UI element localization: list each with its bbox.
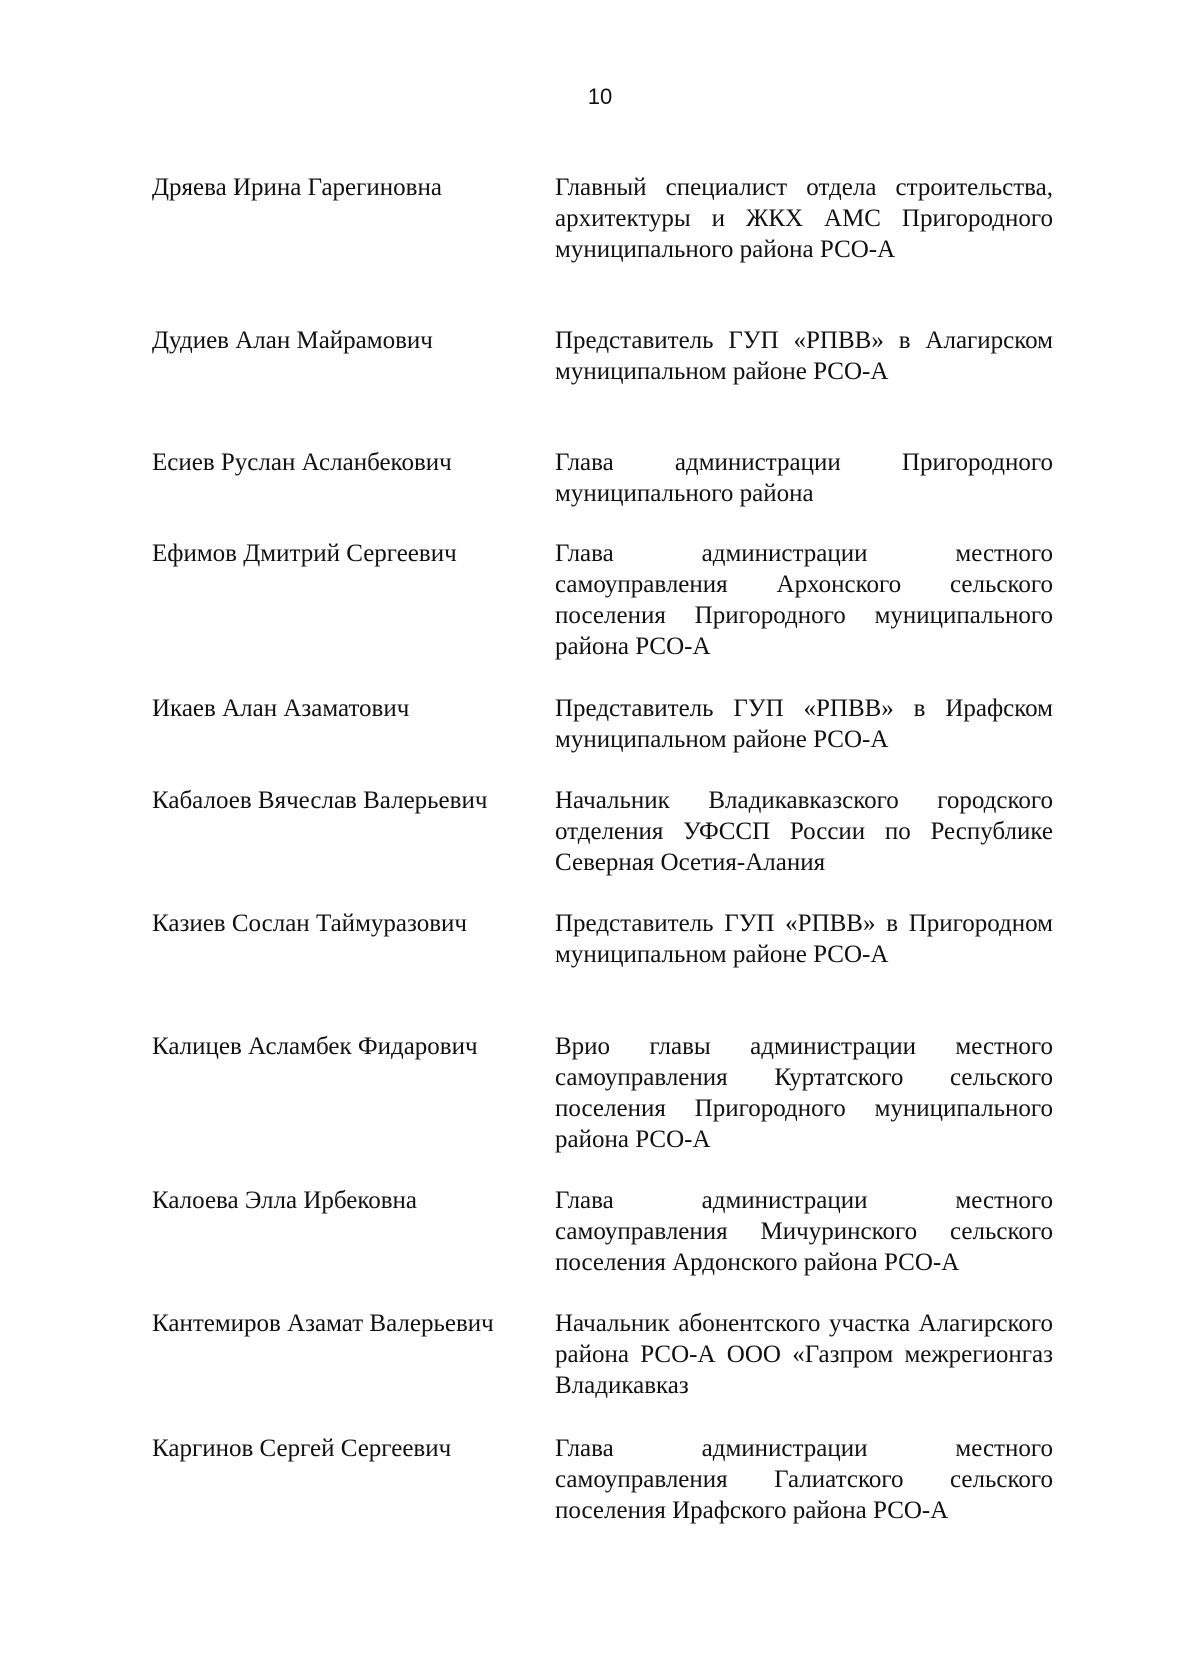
member-name: Каргинов Сергей Сергеевич [152, 1435, 452, 1462]
member-position: Представитель ГУП «РПВВ» в Ирафском муниципальном районе РСО-А [555, 695, 1053, 753]
member-position: Глава администрации Пригородного муниципального района [555, 449, 1053, 507]
page-number: 10 [587, 84, 613, 109]
member-position: Глава администрации местного самоуправления Архонского сельского поселения Пригородного муниципального района РСО-А [555, 540, 1053, 660]
member-position: Начальник абонентского участка Алагирского района РСО-А ООО «Газпром межрегионгаз Владикавказ [555, 1310, 1053, 1399]
member-position: Представитель ГУП «РПВВ» в Пригородном муниципальном районе РСО-А [555, 910, 1053, 968]
member-name: Ефимов Дмитрий Сергеевич [152, 540, 457, 567]
member-name: Икаев Алан Азаматович [152, 695, 410, 722]
member-position: Главный специалист отдела строительства, архитектуры и ЖКХ АМС Пригородного муниципального района РСО-А [555, 174, 1053, 263]
member-name: Есиев Руслан Асланбекович [152, 449, 452, 476]
member-name: Дряева Ирина Гарегиновна [152, 174, 442, 201]
member-position: Глава администрации местного самоуправления Мичуринского сельского поселения Ардонского района РСО-А [555, 1187, 1053, 1276]
member-position: Глава администрации местного самоуправления Галиатского сельского поселения Ирафского района РСО-А [555, 1435, 1053, 1524]
member-position: Начальник Владикавказского городского отделения УФССП России по Республике Северная Осетия-Алания [555, 787, 1053, 876]
member-position: Представитель ГУП «РПВВ» в Алагирском муниципальном районе РСО-А [555, 327, 1053, 385]
member-name: Калицев Асламбек Фидарович [152, 1033, 478, 1060]
member-name: Кантемиров Азамат Валерьевич [152, 1310, 494, 1337]
member-position: Врио главы администрации местного самоуправления Куртатского сельского поселения Пригородного муниципального района РСО-А [555, 1033, 1053, 1153]
member-name: Дудиев Алан Майрамович [152, 327, 433, 354]
member-name: Казиев Сослан Таймуразович [152, 910, 467, 937]
member-name: Кабалоев Вячеслав Валерьевич [152, 787, 488, 814]
member-name: Калоева Элла Ирбековна [152, 1187, 418, 1214]
